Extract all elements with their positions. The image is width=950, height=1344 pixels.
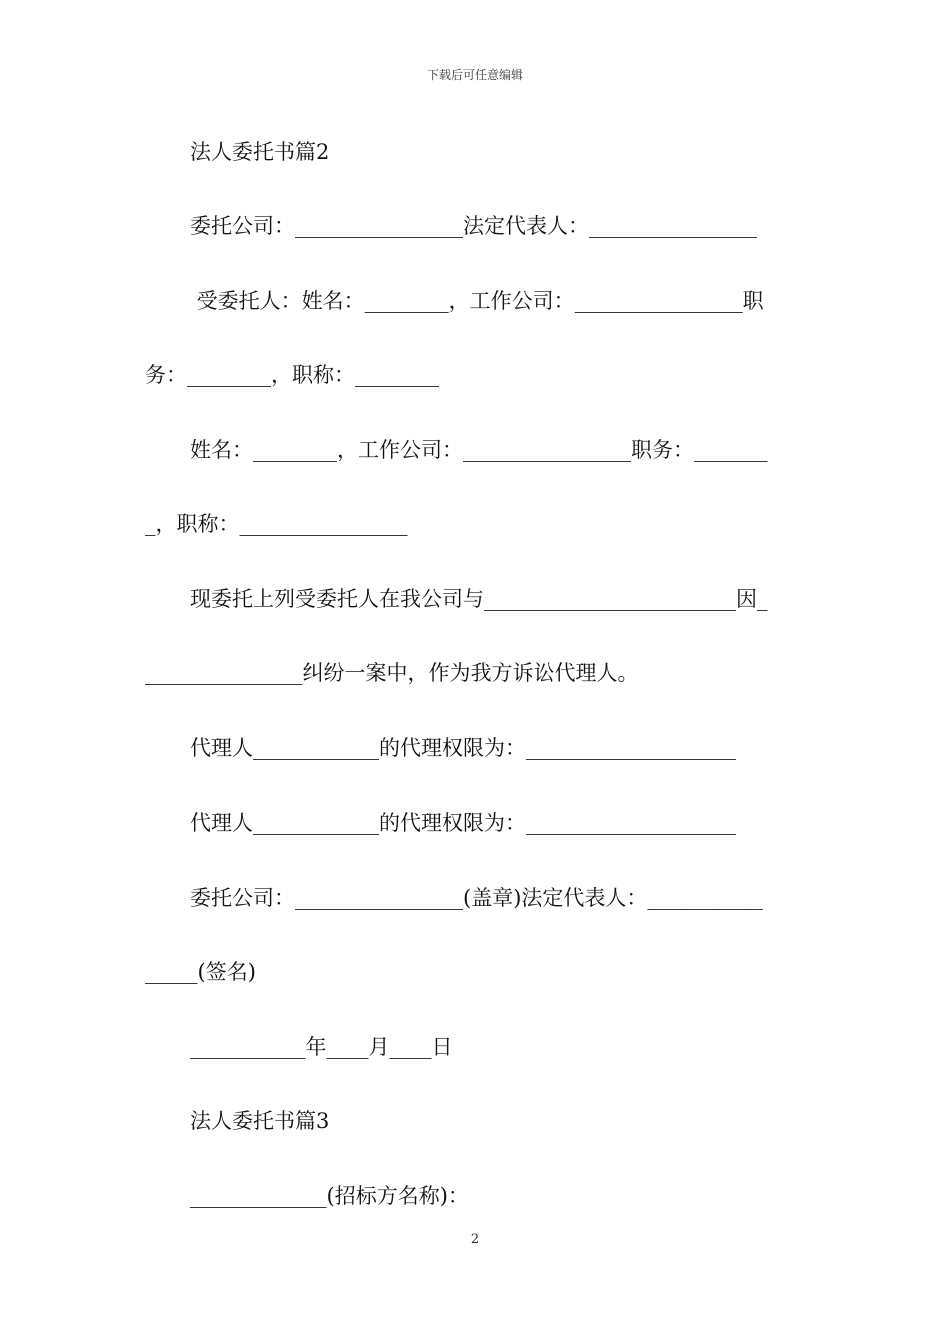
page-header: 下载后可任意编辑 [426,68,523,82]
document-line: _，职称：________________ [145,512,408,536]
page-number: 2 [470,1232,480,1247]
document-line: 委托公司：________________法定代表人：________________ [190,214,757,238]
date-line: ___________年____月____日 [190,1035,453,1059]
document-line: 代理人____________的代理权限为：____________________ [190,811,736,835]
section-title: 法人委托书篇2 [190,140,330,164]
document-line: 委托公司：________________(盖章)法定代表人：___________ [190,886,763,910]
section-title: 法人委托书篇3 [190,1109,330,1133]
document-line: _______________纠纷一案中，作为我方诉讼代理人。 [145,661,639,685]
document-line: 务：________，职称：________ [145,363,439,387]
document-line: 姓名：________，工作公司：________________职务：_______ [190,438,768,462]
document-line: 受委托人：姓名：________，工作公司：________________职 [190,289,764,313]
document-line: 现委托上列受委托人在我公司与________________________因_ [190,587,768,611]
document-line: _____(签名) [145,960,256,984]
document-line: _____________(招标方名称)： [190,1184,469,1208]
document-line: 代理人____________的代理权限为：____________________ [190,736,736,760]
